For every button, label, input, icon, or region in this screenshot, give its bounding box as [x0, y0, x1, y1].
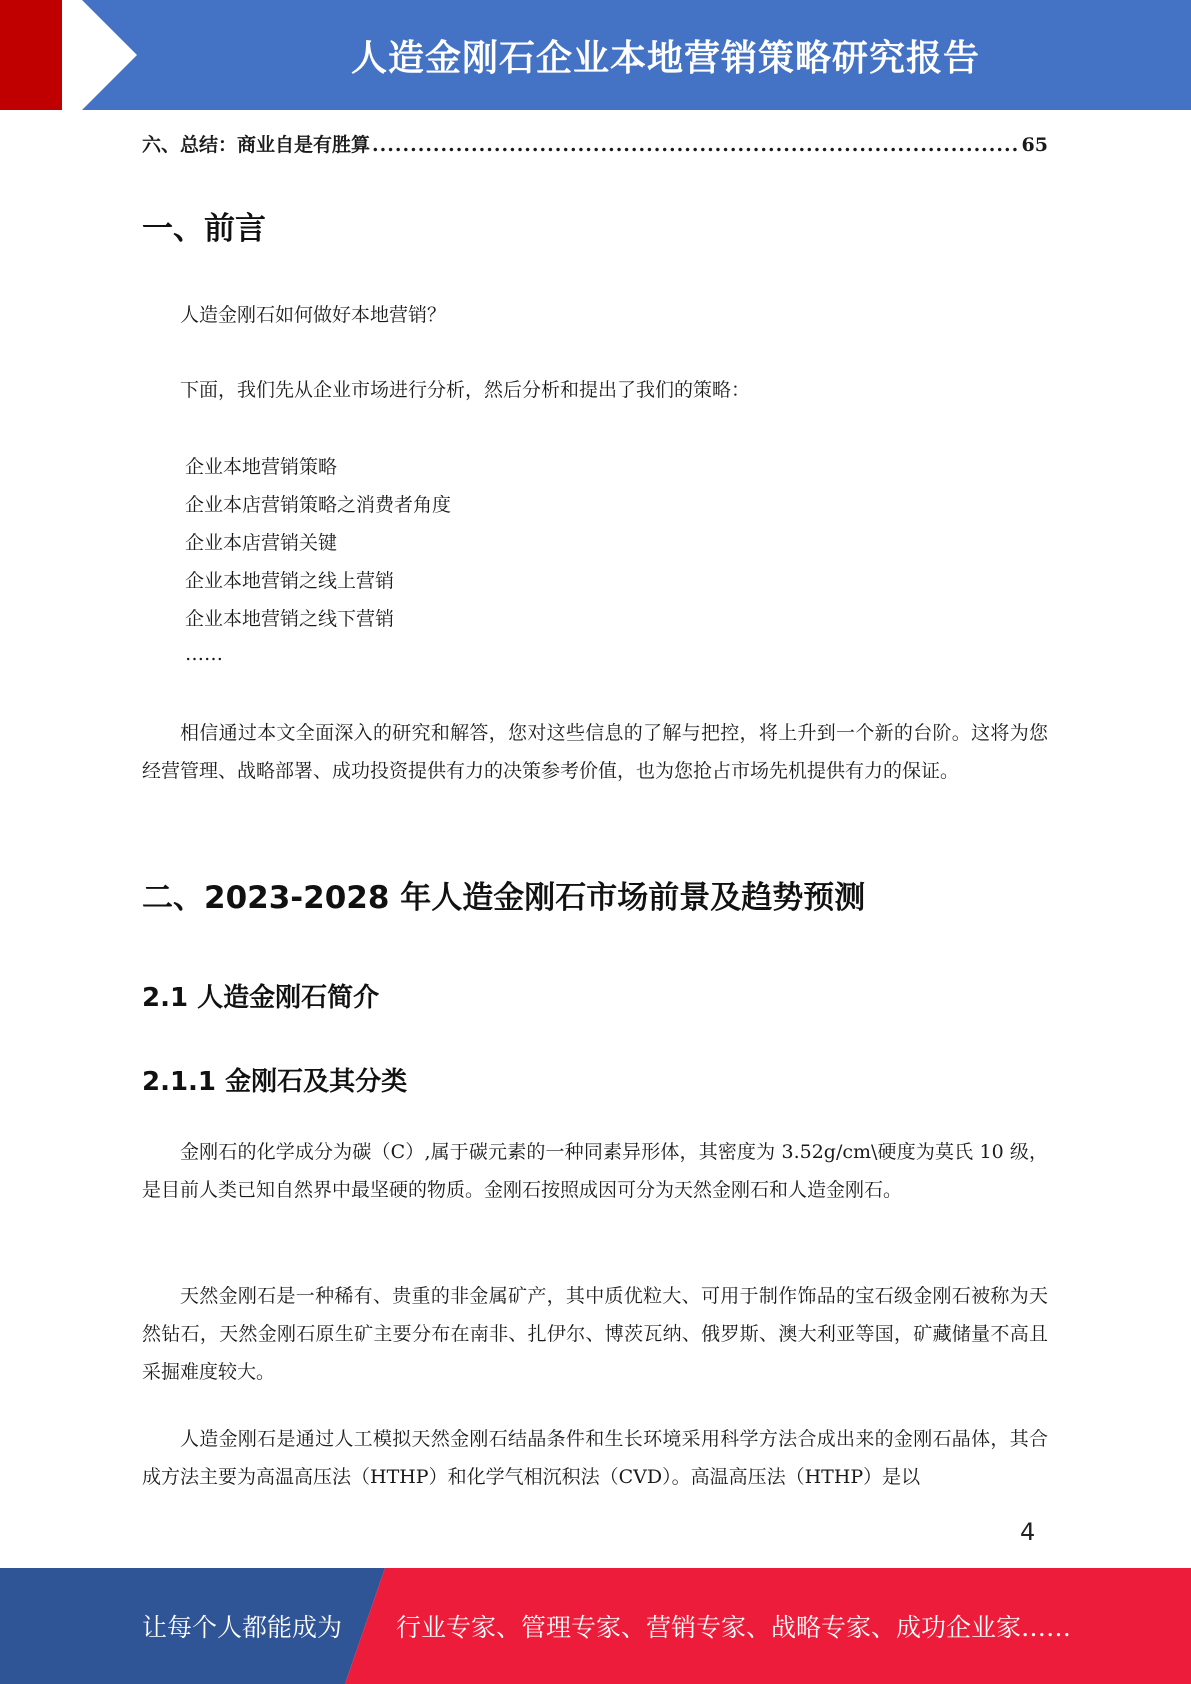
footer-banner	[0, 1568, 1191, 1684]
section-heading-market-outlook: 二、2023-2028 年人造金刚石市场前景及趋势预测	[142, 880, 866, 916]
list-item-ellipsis: ……	[185, 643, 223, 665]
toc-entry[interactable]	[142, 130, 1048, 158]
list-item: 企业本店营销关键	[185, 532, 338, 554]
intro-lead: 下面，我们先从企业市场进行分析，然后分析和提出了我们的策略：	[180, 379, 751, 401]
section-heading-preface: 一、前言	[142, 211, 266, 247]
subsection-heading-intro: 2.1 人造金刚石简介	[142, 983, 380, 1013]
closing-paragraph: 相信通过本文全面深入的研究和解答，您对这些信息的了解与把控，将上升到一个新的台阶。这将为您经营管理、战略部署、成功投资提供有力的决策参考价值，也为您抢占市场先机提供有力的保证。	[142, 722, 1048, 782]
header-banner	[0, 0, 1191, 110]
toc-leader-dots	[372, 134, 1020, 156]
footer-slogan-left: 让每个人都能成为	[142, 1613, 343, 1642]
body-paragraph: 天然金刚石是一种稀有、贵重的非金属矿产，其中质优粒大、可用于制作饰品的宝石级金刚石被称为天然钻石，天然金刚石原生矿主要分布在南非、扎伊尔、博茨瓦纳、俄罗斯、澳大利亚等国，矿藏储量不高且采掘难度较大。	[142, 1285, 1048, 1383]
list-item: 企业本地营销策略	[185, 456, 338, 478]
body-paragraph: 人造金刚石是通过人工模拟天然金刚石结晶条件和生长环境采用科学方法合成出来的金刚石晶体，其合成方法主要为高温高压法（HTHP）和化学气相沉积法（CVD）。高温高压法（HTHP）是以	[142, 1428, 1048, 1488]
toc-entry-page: 65	[1021, 134, 1048, 156]
list-item: 企业本地营销之线上营销	[185, 570, 395, 592]
toc-entry-label: 六、总结：商业自是有胜算	[142, 134, 371, 156]
list-item: 企业本店营销策略之消费者角度	[185, 494, 452, 516]
subsection-heading-classification: 2.1.1 金刚石及其分类	[142, 1067, 408, 1097]
footer-slogan-right: 行业专家、管理专家、营销专家、战略专家、成功企业家……	[396, 1613, 1072, 1642]
intro-question: 人造金刚石如何做好本地营销？	[180, 304, 447, 326]
body-paragraph: 金刚石的化学成分为碳（C）,属于碳元素的一种同素异形体，其密度为 3.52g/cm\硬度为莫氏 10 级，是目前人类已知自然界中最坚硬的物质。金刚石按照成因可分为天然金刚石和人造金刚石。	[142, 1141, 1048, 1201]
list-item: 企业本地营销之线下营销	[185, 608, 395, 630]
report-title: 人造金刚石企业本地营销策略研究报告	[350, 37, 980, 79]
page-number: 4	[1020, 1518, 1036, 1546]
